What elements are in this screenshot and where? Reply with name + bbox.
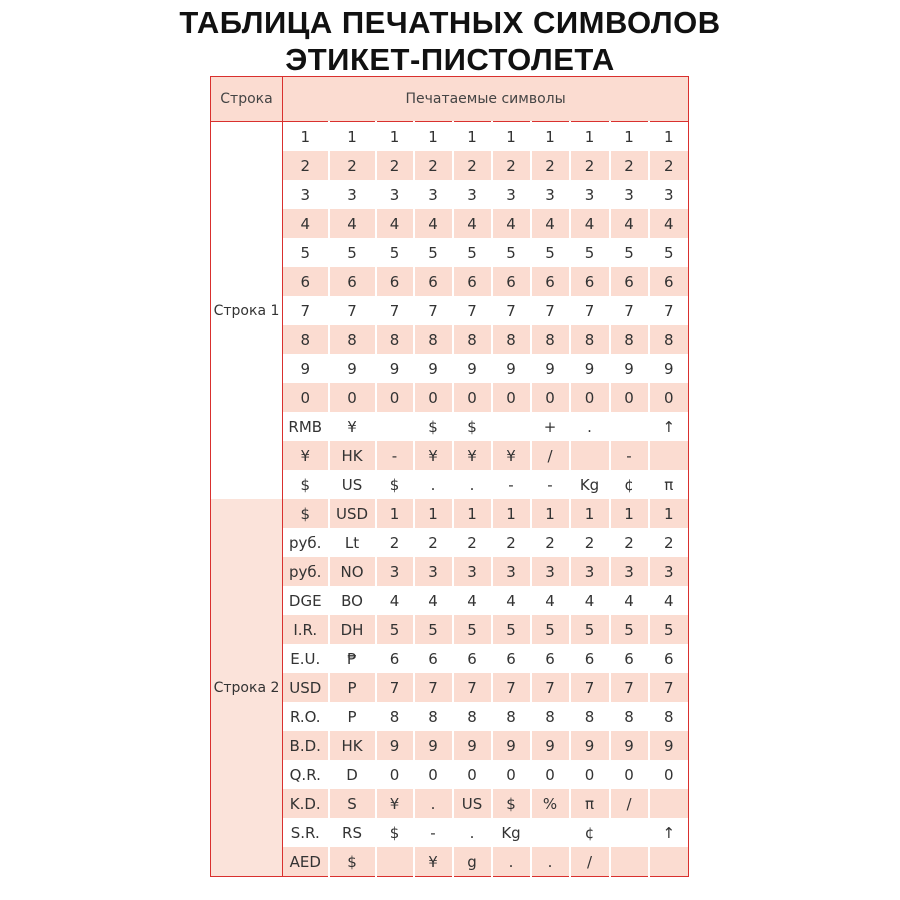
symbol-cell: 9 [376, 354, 414, 383]
symbol-cell: 1 [376, 499, 414, 528]
table-row [211, 615, 689, 644]
symbol-cell: 4 [570, 209, 610, 238]
symbol-cell: 6 [453, 267, 492, 296]
symbol-cell: AED [283, 847, 329, 877]
symbol-cell: 1 [414, 499, 453, 528]
symbol-cell: 7 [570, 673, 610, 702]
symbol-cell: 7 [283, 296, 329, 325]
symbol-cell: BO [329, 586, 376, 615]
symbol-cell: USD [329, 499, 376, 528]
table-row [211, 760, 689, 789]
header-row-label: Строка [211, 77, 283, 122]
symbol-cell: Kg [492, 818, 531, 847]
symbol-cell: 2 [531, 528, 570, 557]
symbol-cell: 0 [649, 383, 689, 412]
symbol-cell: 3 [649, 180, 689, 209]
symbol-cell: 7 [649, 296, 689, 325]
symbol-cell: 0 [570, 383, 610, 412]
symbol-cell: USD [283, 673, 329, 702]
symbol-cell: / [531, 441, 570, 470]
title-line-2: ЭТИКЕТ-ПИСТОЛЕТА [285, 42, 615, 77]
symbol-cell: 1 [531, 122, 570, 152]
symbol-cell: 9 [492, 354, 531, 383]
symbol-cell: 7 [531, 296, 570, 325]
symbol-cell: 5 [610, 615, 649, 644]
symbol-cell: 4 [570, 586, 610, 615]
symbol-cell: 4 [414, 586, 453, 615]
symbol-cell: 1 [329, 122, 376, 152]
table-row [211, 528, 689, 557]
symbol-cell [376, 847, 414, 877]
table-row [211, 296, 689, 325]
symbol-cell: - [414, 818, 453, 847]
symbol-cell: 0 [283, 383, 329, 412]
symbol-cell: 4 [649, 586, 689, 615]
symbol-cell: 0 [649, 760, 689, 789]
symbol-cell: 5 [376, 238, 414, 267]
symbol-cell: 6 [531, 267, 570, 296]
symbol-cell: 6 [570, 644, 610, 673]
symbol-cell: ¥ [283, 441, 329, 470]
symbol-cell: 3 [610, 180, 649, 209]
symbol-cell: 9 [283, 354, 329, 383]
symbol-cell: 6 [283, 267, 329, 296]
symbol-cell: ¢ [610, 470, 649, 499]
symbol-cell: 7 [531, 673, 570, 702]
symbol-cell: 6 [492, 644, 531, 673]
symbol-cell: ¥ [414, 441, 453, 470]
symbol-cell [649, 789, 689, 818]
symbol-cell: 6 [610, 267, 649, 296]
symbol-cell: 9 [414, 354, 453, 383]
symbol-cell: B.D. [283, 731, 329, 760]
symbol-cell: 5 [570, 238, 610, 267]
symbol-cell: 2 [414, 528, 453, 557]
symbol-cell: ↑ [649, 818, 689, 847]
symbol-cell: 9 [570, 731, 610, 760]
symbol-cell: 8 [376, 325, 414, 354]
symbol-cell: 2 [283, 151, 329, 180]
symbol-cell: 8 [610, 325, 649, 354]
symbol-cell [492, 412, 531, 441]
symbol-cell: $ [492, 789, 531, 818]
symbol-cell: 8 [570, 702, 610, 731]
symbol-cell: 4 [283, 209, 329, 238]
symbol-cell: 0 [610, 383, 649, 412]
symbol-cell: 3 [329, 180, 376, 209]
symbol-cell: 8 [492, 702, 531, 731]
symbol-cell: NO [329, 557, 376, 586]
symbol-cell: - [492, 470, 531, 499]
symbol-cell: . [414, 470, 453, 499]
symbol-cell: 5 [531, 615, 570, 644]
symbol-cell: 0 [492, 383, 531, 412]
symbol-cell: 6 [376, 267, 414, 296]
table-row [211, 731, 689, 760]
title-line-1: ТАБЛИЦА ПЕЧАТНЫХ СИМВОЛОВ [179, 5, 721, 40]
symbol-cell [570, 441, 610, 470]
symbol-cell: 8 [649, 325, 689, 354]
symbol-cell: 9 [610, 354, 649, 383]
symbol-cell: π [570, 789, 610, 818]
symbol-cell: 0 [453, 760, 492, 789]
symbol-cell: 7 [492, 296, 531, 325]
symbol-cell: $ [376, 818, 414, 847]
table-row [211, 441, 689, 470]
symbol-cell: Lt [329, 528, 376, 557]
symbol-cell: DH [329, 615, 376, 644]
symbol-cell: 7 [610, 296, 649, 325]
symbol-cell: - [531, 470, 570, 499]
symbol-cell: 2 [492, 151, 531, 180]
symbol-cell: 7 [492, 673, 531, 702]
symbol-cell: 7 [414, 673, 453, 702]
symbol-cell: 4 [610, 209, 649, 238]
symbol-cell: 5 [610, 238, 649, 267]
symbol-cell: Kg [570, 470, 610, 499]
symbol-cell: 9 [453, 731, 492, 760]
table-row [211, 383, 689, 412]
symbol-cell: 6 [649, 267, 689, 296]
symbol-cell: 4 [376, 209, 414, 238]
symbol-cell: ₱ [329, 644, 376, 673]
symbol-cell [649, 847, 689, 877]
symbol-cell: $ [414, 412, 453, 441]
symbol-cell: ↑ [649, 412, 689, 441]
symbol-cell: HK [329, 731, 376, 760]
symbol-cell: R.O. [283, 702, 329, 731]
table-row [211, 238, 689, 267]
symbol-cell: 8 [453, 702, 492, 731]
table-row [211, 209, 689, 238]
symbol-cell: 0 [329, 383, 376, 412]
symbol-cell: DGE [283, 586, 329, 615]
symbol-cell: 1 [649, 499, 689, 528]
symbol-cell: RMB [283, 412, 329, 441]
symbol-cell: 4 [376, 586, 414, 615]
symbol-cell: руб. [283, 528, 329, 557]
symbol-cell: 0 [492, 760, 531, 789]
symbol-cell: 9 [376, 731, 414, 760]
symbol-cell: 5 [570, 615, 610, 644]
symbol-cell: 9 [414, 731, 453, 760]
symbol-cell: $ [376, 470, 414, 499]
symbol-cell: 3 [414, 180, 453, 209]
symbol-cell: 7 [453, 296, 492, 325]
symbol-cell: 5 [376, 615, 414, 644]
symbol-cell: ¥ [453, 441, 492, 470]
symbol-cell: . [414, 789, 453, 818]
symbol-cell: RS [329, 818, 376, 847]
symbol-cell: P [329, 702, 376, 731]
table-body [211, 122, 689, 877]
symbol-cell: 9 [531, 354, 570, 383]
symbol-cell: 5 [414, 238, 453, 267]
symbol-cell: / [610, 789, 649, 818]
symbol-cell: 4 [492, 209, 531, 238]
symbol-cell: 3 [610, 557, 649, 586]
symbol-cell: 1 [453, 122, 492, 152]
page-title [0, 4, 900, 78]
table-row [211, 122, 689, 152]
symbol-cell [610, 412, 649, 441]
symbol-cell: K.D. [283, 789, 329, 818]
symbol-cell: 9 [610, 731, 649, 760]
symbol-cell: 1 [531, 499, 570, 528]
printed-symbols-table [210, 76, 689, 877]
symbol-cell: 1 [570, 499, 610, 528]
symbol-cell [610, 847, 649, 877]
symbol-cell: 3 [453, 180, 492, 209]
table-row [211, 702, 689, 731]
symbol-cell: 1 [453, 499, 492, 528]
symbol-cell: 4 [414, 209, 453, 238]
symbol-cell: 4 [649, 209, 689, 238]
symbol-cell: 6 [570, 267, 610, 296]
symbol-cell: 8 [531, 702, 570, 731]
symbol-cell: ¥ [492, 441, 531, 470]
symbol-cell: . [492, 847, 531, 877]
symbol-cell: 3 [376, 557, 414, 586]
symbol-cell: 5 [492, 615, 531, 644]
symbol-cell: 8 [570, 325, 610, 354]
symbol-cell: S [329, 789, 376, 818]
symbol-cell: руб. [283, 557, 329, 586]
symbol-cell: 2 [649, 528, 689, 557]
symbol-cell: 5 [531, 238, 570, 267]
symbol-cell: 9 [531, 731, 570, 760]
symbol-cell: 7 [414, 296, 453, 325]
table-row [211, 267, 689, 296]
symbol-cell: $ [283, 499, 329, 528]
symbol-cell: 2 [610, 528, 649, 557]
symbol-cell: 5 [453, 238, 492, 267]
symbol-cell: + [531, 412, 570, 441]
symbol-cell: 6 [610, 644, 649, 673]
symbol-cell: 4 [531, 209, 570, 238]
symbol-cell: 1 [492, 499, 531, 528]
symbol-cell: 6 [414, 644, 453, 673]
symbol-cell: - [376, 441, 414, 470]
table-row [211, 151, 689, 180]
symbol-cell [376, 412, 414, 441]
symbol-cell: 1 [492, 122, 531, 152]
symbol-cell: 5 [649, 615, 689, 644]
symbol-cell: 7 [453, 673, 492, 702]
symbol-cell: 8 [492, 325, 531, 354]
symbol-cell: 7 [329, 296, 376, 325]
symbol-cell: . [570, 412, 610, 441]
symbol-cell [649, 441, 689, 470]
symbol-cell: ¥ [329, 412, 376, 441]
symbol-cell: π [649, 470, 689, 499]
symbol-cell: 7 [376, 296, 414, 325]
symbol-cell: 1 [570, 122, 610, 152]
symbol-cell: 1 [649, 122, 689, 152]
symbol-cell: 8 [376, 702, 414, 731]
symbol-cell: 4 [492, 586, 531, 615]
symbol-cell: $ [329, 847, 376, 877]
symbol-cell: 2 [570, 151, 610, 180]
symbol-cell: 9 [492, 731, 531, 760]
symbol-cell: 9 [329, 354, 376, 383]
symbol-cell: 3 [531, 557, 570, 586]
symbol-cell: 3 [649, 557, 689, 586]
symbol-cell: 4 [329, 209, 376, 238]
table-row [211, 644, 689, 673]
symbol-cell: ¥ [376, 789, 414, 818]
symbol-cell: 3 [492, 180, 531, 209]
symbol-cell: 6 [649, 644, 689, 673]
symbol-cell: S.R. [283, 818, 329, 847]
symbol-cell: 5 [414, 615, 453, 644]
symbol-cell: Р [329, 673, 376, 702]
symbol-cell: 2 [376, 151, 414, 180]
table-row [211, 180, 689, 209]
symbol-cell: 3 [453, 557, 492, 586]
symbol-cell: . [453, 470, 492, 499]
symbol-cell: 7 [649, 673, 689, 702]
symbol-cell: 1 [283, 122, 329, 152]
symbol-cell [531, 818, 570, 847]
symbol-cell: 4 [453, 586, 492, 615]
symbol-cell: 8 [283, 325, 329, 354]
symbol-cell: 2 [453, 528, 492, 557]
symbol-cell: . [531, 847, 570, 877]
symbol-cell: $ [453, 412, 492, 441]
symbol-cell: 8 [414, 702, 453, 731]
symbol-cell: 5 [492, 238, 531, 267]
symbol-cell: 6 [329, 267, 376, 296]
table-row [211, 412, 689, 441]
table-row [211, 673, 689, 702]
symbol-cell: HK [329, 441, 376, 470]
symbol-cell: 2 [649, 151, 689, 180]
symbol-cell: 9 [649, 731, 689, 760]
symbol-cell: 2 [376, 528, 414, 557]
symbol-cell: 3 [492, 557, 531, 586]
symbol-cell: 7 [610, 673, 649, 702]
symbol-cell: 5 [329, 238, 376, 267]
symbol-cell: 3 [414, 557, 453, 586]
symbol-cell: 0 [414, 760, 453, 789]
symbol-cell: g [453, 847, 492, 877]
table-row [211, 789, 689, 818]
symbol-cell: 1 [376, 122, 414, 152]
symbol-cell: 7 [376, 673, 414, 702]
header-printed-symbols: Печатаемые символы [283, 77, 689, 122]
symbol-cell: 4 [610, 586, 649, 615]
table-row [211, 354, 689, 383]
symbol-cell: - [610, 441, 649, 470]
symbol-cell: 0 [610, 760, 649, 789]
symbol-cell: 9 [570, 354, 610, 383]
symbol-cell: 3 [376, 180, 414, 209]
symbol-cell: 0 [531, 383, 570, 412]
symbol-cell: 7 [570, 296, 610, 325]
symbol-cell: 0 [376, 383, 414, 412]
symbol-cell: Q.R. [283, 760, 329, 789]
symbol-cell: 0 [570, 760, 610, 789]
symbol-cell [610, 818, 649, 847]
table-row [211, 818, 689, 847]
table-row [211, 470, 689, 499]
symbol-cell: 2 [414, 151, 453, 180]
symbol-cell: 8 [329, 325, 376, 354]
table-row [211, 325, 689, 354]
symbol-cell: 6 [376, 644, 414, 673]
symbol-cell: 1 [610, 499, 649, 528]
symbol-cell: ¥ [414, 847, 453, 877]
symbol-cell: ¢ [570, 818, 610, 847]
symbol-cell: 8 [414, 325, 453, 354]
symbol-cell: 2 [329, 151, 376, 180]
table-header-row [211, 77, 689, 122]
symbol-cell: 1 [414, 122, 453, 152]
symbol-cell: 8 [610, 702, 649, 731]
symbol-cell: 6 [414, 267, 453, 296]
symbol-cell: . [453, 818, 492, 847]
symbol-cell: 3 [531, 180, 570, 209]
table-row [211, 499, 689, 528]
table-row [211, 557, 689, 586]
symbol-cell: 0 [531, 760, 570, 789]
table-row [211, 586, 689, 615]
symbol-cell: 2 [453, 151, 492, 180]
symbol-cell: 3 [570, 180, 610, 209]
symbol-cell: 2 [570, 528, 610, 557]
symbol-cell: E.U. [283, 644, 329, 673]
symbol-cell: 3 [283, 180, 329, 209]
symbol-cell: 5 [283, 238, 329, 267]
symbol-cell: US [453, 789, 492, 818]
symbol-cell: 1 [610, 122, 649, 152]
symbol-cell: 4 [531, 586, 570, 615]
symbol-cell: / [570, 847, 610, 877]
symbol-cell: 6 [492, 267, 531, 296]
symbol-cell: D [329, 760, 376, 789]
table-row [211, 847, 689, 877]
symbol-cell: 2 [492, 528, 531, 557]
symbol-cell: 9 [649, 354, 689, 383]
symbol-cell: 8 [531, 325, 570, 354]
symbol-cell: 6 [453, 644, 492, 673]
symbol-cell: 2 [531, 151, 570, 180]
symbol-cell: $ [283, 470, 329, 499]
symbol-cell: 8 [649, 702, 689, 731]
symbol-cell: US [329, 470, 376, 499]
symbol-cell: 0 [376, 760, 414, 789]
row-group-label: Строка 2 [211, 499, 283, 877]
symbol-cell: 4 [453, 209, 492, 238]
row-group-label: Строка 1 [211, 122, 283, 500]
symbol-cell: 6 [531, 644, 570, 673]
symbol-cell: 2 [610, 151, 649, 180]
symbol-cell: 5 [649, 238, 689, 267]
symbol-cell: I.R. [283, 615, 329, 644]
symbol-cell: 0 [414, 383, 453, 412]
symbol-cell: 9 [453, 354, 492, 383]
symbol-cell: % [531, 789, 570, 818]
symbol-cell: 5 [453, 615, 492, 644]
symbol-cell: 8 [453, 325, 492, 354]
symbol-cell: 0 [453, 383, 492, 412]
symbol-cell: 3 [570, 557, 610, 586]
